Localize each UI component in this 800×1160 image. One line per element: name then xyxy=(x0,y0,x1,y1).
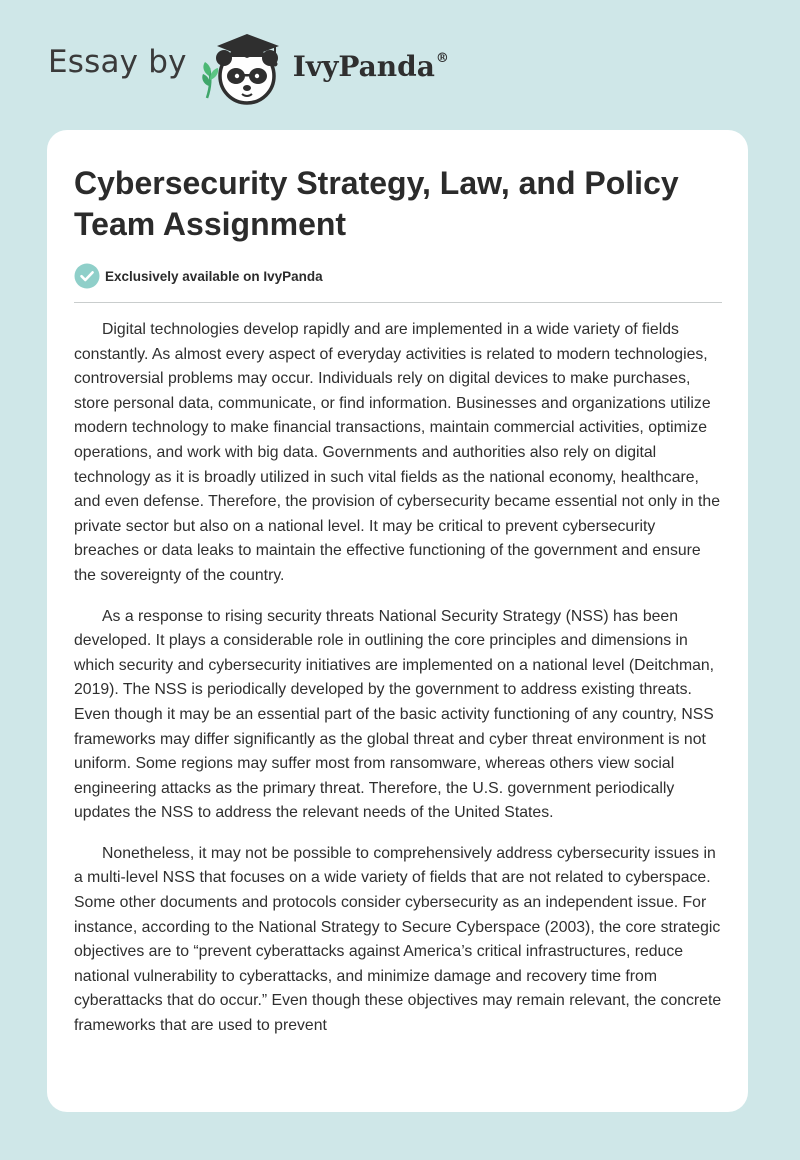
exclusive-badge-text: Exclusively available on IvyPanda xyxy=(105,268,323,284)
essay-body xyxy=(74,318,722,1055)
paragraph: Nonetheless, it may not be possible to comprehensively address cybersecurity issues in a multi-level NSS that focuses on a wide variety of fields that are not related to cyberspace. Some other documents and protocols consider cybersecurity as an independent issue. For instance, according to the National Strategy to Secure Cyberspace (2003), the core strategic objectives are to “prevent cyberattacks against America’s critical infrastructures, reduce national vulnerability to cyberattacks, and minimize damage and recovery time from cyberattacks that do occur.” Even though these objectives may remain relevant, the concrete frameworks that are used to prevent xyxy=(74,844,722,1035)
exclusive-badge xyxy=(74,263,323,289)
brand-header[interactable] xyxy=(48,28,449,108)
brand-prefix: Essay by xyxy=(48,44,187,80)
essay-title: Cybersecurity Strategy, Law, and Policy Team Assignment xyxy=(74,165,679,242)
essay-card xyxy=(47,130,748,1112)
brand-name: IvyPanda® xyxy=(292,49,449,83)
registered-mark: ® xyxy=(435,50,449,66)
check-circle-icon xyxy=(74,263,100,289)
panda-graduate-logo-icon xyxy=(201,28,291,108)
paragraph: As a response to rising security threats National Security Strategy (NSS) has been developed. It plays a considerable role in outlining the core principles and dimensions in which security and cybersecurity initiatives are implemented on a national level (Deitchman, 2019). The NSS is periodically developed by the government to address existing threats. Even though it may be an essential part of the basic activity functioning of any country, NSS frameworks may differ significantly as the global threat and cyber threat environment is not uniform. Some regions may suffer most from ransomware, whereas others view social engineering attacks as the primary threat. Therefore, the U.S. government periodically updates the NSS to address the relevant needs of the United States. xyxy=(74,607,715,822)
divider xyxy=(74,302,722,303)
paragraph: Digital technologies develop rapidly and are implemented in a wide variety of fields constantly. As almost every aspect of everyday activities is related to modern technologies, controversial problems may occur. Individuals rely on digital devices to make purchases, store personal data, communicate, or find information. Businesses and organizations utilize modern technology to make financial transactions, maintain commercial activities, optimize operations, and work with big data. Governments and authorities also rely on digital technology as it is broadly utilized in such vital fields as the national economy, healthcare, and even defense. Therefore, the provision of cybersecurity became essential not only in the private sector but also on a national level. It may be critical to prevent cybersecurity breaches or data leaks to maintain the effective functioning of the government and ensure the sovereignty of the country. xyxy=(74,321,721,584)
